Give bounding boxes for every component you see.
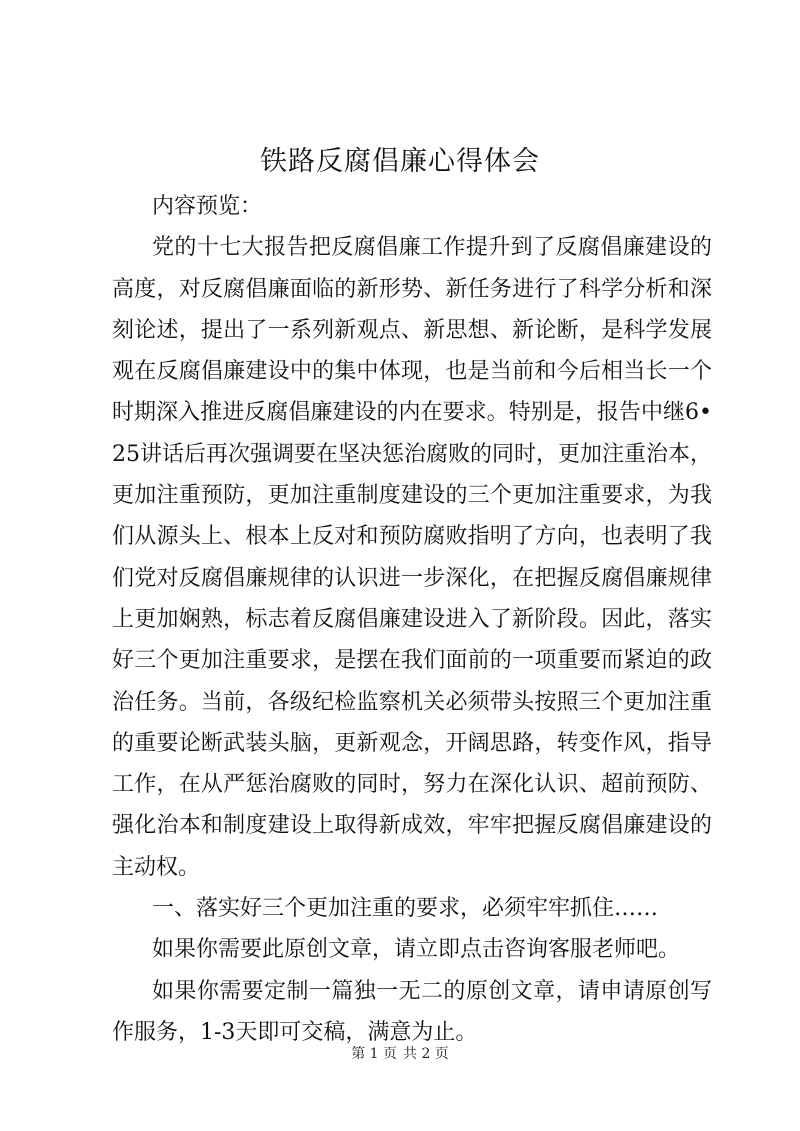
document-body (112, 186, 712, 1053)
consult-prompt: 如果你需要此原创文章，请立即点击咨询客服老师吧。 (152, 937, 681, 963)
page-number: 第 1 页 (351, 1046, 397, 1062)
custom-writing-prompt: 如果你需要定制一篇独一无二的原创文章，请申请原创写作服务，1-3天即可交稿，满意为止。 (112, 978, 712, 1045)
page-total: 共 2 页 (403, 1046, 449, 1062)
document-title: 铁路反腐倡廉心得体会 (260, 146, 540, 177)
page-footer (0, 1044, 800, 1064)
main-paragraph: 党的十七大报告把反腐倡廉工作提升到了反腐倡廉建设的高度，对反腐倡廉面临的新形势、新任务进行了科学分析和深刻论述，提出了一系列新观点、新思想、新论断，是科学发展观在反腐倡廉建设中的集中体现，也是当前和今后相当长一个时期深入推进反腐倡廉建设的内在要求。特别是，报告中继6•25讲话后再次强调要在坚决惩治腐败的同时，更加注重治本，更加注重预防，更加注重制度建设的三个更加注重要求，为我们从源头上、根本上反对和预防腐败指明了方向，也表明了我们党对反腐倡廉规律的认识进一步深化，在把握反腐倡廉规律上更加娴熟，标志着反腐倡廉建设进入了新阶段。因此，落实好三个更加注重要求，是摆在我们面前的一项重要而紧迫的政治任务。当前，各级纪检监察机关必须带头按照三个更加注重的重要论断武装头脑，更新观念，开阔思路，转变作风，指导工作，在从严惩治腐败的同时，努力在深化认识、超前预防、强化治本和制度建设上取得新成效，牢牢把握反腐倡廉建设的主动权。 (112, 235, 712, 880)
section-heading: 一、落实好三个更加注重的要求，必须牢牢抓住…… (152, 896, 659, 922)
preview-label: 内容预览： (152, 194, 263, 219)
